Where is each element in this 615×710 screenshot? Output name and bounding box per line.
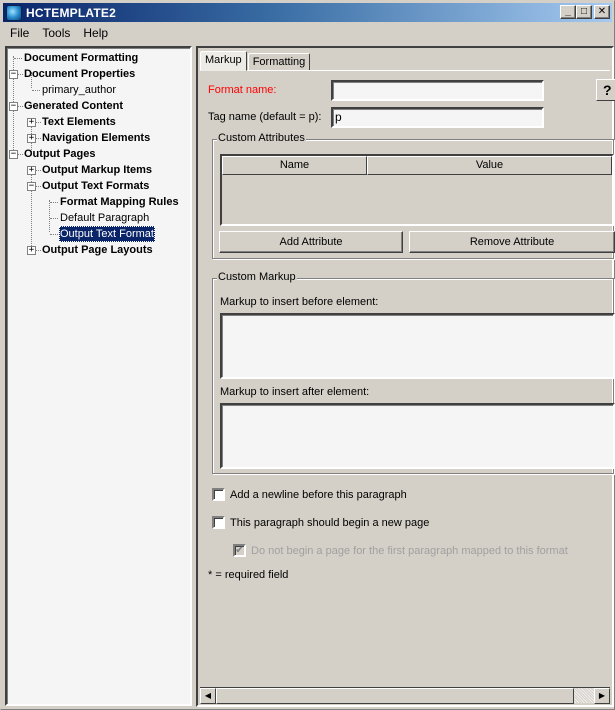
tree-item-output-page-layouts[interactable]: + Output Page Layouts	[28, 244, 153, 256]
first-paragraph-checkbox	[233, 544, 246, 557]
custom-attributes-group	[212, 132, 614, 259]
markup-after-label: Markup to insert after element:	[220, 386, 370, 398]
tag-name-label: Tag name (default = p):	[208, 111, 322, 123]
newline-checkbox-row[interactable]	[212, 488, 407, 501]
tree-item-output-text-format[interactable]: Output Text Format	[7, 226, 190, 242]
tree-item-default-paragraph[interactable]: Default Paragraph	[7, 210, 190, 226]
custom-markup-title: Custom Markup	[218, 271, 296, 283]
close-button[interactable]: ✕	[594, 5, 610, 19]
collapse-icon[interactable]: −	[28, 181, 35, 191]
scroll-track[interactable]	[574, 688, 594, 703]
custom-markup-group	[212, 271, 614, 474]
menu-help[interactable]: Help	[83, 25, 109, 40]
scroll-left-button[interactable]	[200, 688, 216, 704]
required-field-note: * = required field	[208, 569, 289, 581]
new-page-checkbox-row[interactable]	[212, 516, 429, 529]
tree-item-primary-author[interactable]: primary_author	[7, 82, 190, 98]
markup-before-label: Markup to insert before element:	[220, 296, 379, 308]
attributes-table-header	[222, 156, 612, 175]
right-arrow-icon: ▶	[598, 691, 606, 700]
new-page-checkbox-label[interactable]: This paragraph should begin a new page	[230, 516, 430, 529]
attributes-table[interactable]	[220, 154, 614, 226]
tree-item-navigation-elements[interactable]: + Navigation Elements	[28, 132, 151, 144]
expand-icon[interactable]: +	[28, 133, 35, 143]
menu-file[interactable]: File	[10, 25, 30, 40]
tab-markup[interactable]: Markup	[200, 51, 247, 71]
format-name-label: Format name:	[208, 84, 277, 96]
scroll-thumb[interactable]	[216, 688, 574, 704]
left-arrow-icon: ◀	[204, 691, 212, 700]
column-header-value[interactable]: Value	[367, 156, 612, 175]
expand-icon[interactable]: +	[28, 245, 35, 255]
collapse-icon[interactable]: −	[10, 69, 17, 79]
tree-item-generated-content[interactable]: − Generated Content	[10, 100, 124, 112]
app-icon	[6, 5, 22, 21]
tab-formatting[interactable]: Formatting	[248, 53, 311, 71]
tree-item-document-properties[interactable]: − Document Properties	[10, 68, 136, 80]
minimize-button[interactable]: _	[560, 5, 576, 19]
newline-checkbox[interactable]	[212, 488, 225, 501]
new-page-checkbox[interactable]	[212, 516, 225, 529]
tree-item-output-markup-items[interactable]: + Output Markup Items	[28, 164, 153, 176]
first-paragraph-checkbox-label: Do not begin a page for the first paragraph mapped to this format	[251, 544, 568, 557]
navigation-tree-panel[interactable]	[5, 46, 192, 706]
collapse-icon[interactable]: −	[10, 101, 17, 111]
menu-bar	[3, 23, 612, 42]
tree-item-format-mapping-rules[interactable]: Format Mapping Rules	[7, 194, 190, 210]
column-header-name[interactable]: Name	[222, 156, 367, 175]
tree-item-output-text-formats[interactable]: − Output Text Formats	[28, 180, 150, 192]
help-icon: ?	[603, 82, 612, 98]
horizontal-scrollbar[interactable]	[200, 687, 610, 703]
navigation-tree	[7, 48, 190, 258]
window-title: HCTEMPLATE2	[26, 5, 116, 20]
markup-tab-page	[200, 70, 610, 680]
custom-attributes-title: Custom Attributes	[218, 132, 305, 144]
tab-bar	[200, 51, 311, 71]
add-attribute-button[interactable]: Add Attribute	[219, 231, 403, 253]
tree-item-document-formatting[interactable]: Document Formatting	[7, 50, 190, 66]
tree-item-text-elements[interactable]: + Text Elements	[28, 116, 116, 128]
help-button[interactable]	[596, 79, 615, 101]
title-bar[interactable]	[3, 3, 612, 22]
checkmark-icon: ✔	[235, 545, 244, 556]
properties-panel	[196, 46, 614, 707]
collapse-icon[interactable]: −	[10, 149, 17, 159]
format-name-input[interactable]	[331, 80, 544, 101]
markup-before-textarea[interactable]	[220, 313, 615, 379]
remove-attribute-button[interactable]: Remove Attribute	[409, 231, 615, 253]
expand-icon[interactable]: +	[28, 165, 35, 175]
tree-item-output-pages[interactable]: − Output Pages	[10, 148, 96, 160]
maximize-button[interactable]: □	[576, 5, 592, 19]
markup-after-textarea[interactable]	[220, 403, 615, 469]
newline-checkbox-label[interactable]: Add a newline before this paragraph	[230, 488, 407, 501]
tag-name-input[interactable]: p	[331, 107, 544, 128]
first-paragraph-checkbox-row	[233, 544, 568, 557]
expand-icon[interactable]: +	[28, 117, 35, 127]
scroll-right-button[interactable]	[594, 688, 610, 704]
menu-tools[interactable]: Tools	[42, 25, 71, 40]
